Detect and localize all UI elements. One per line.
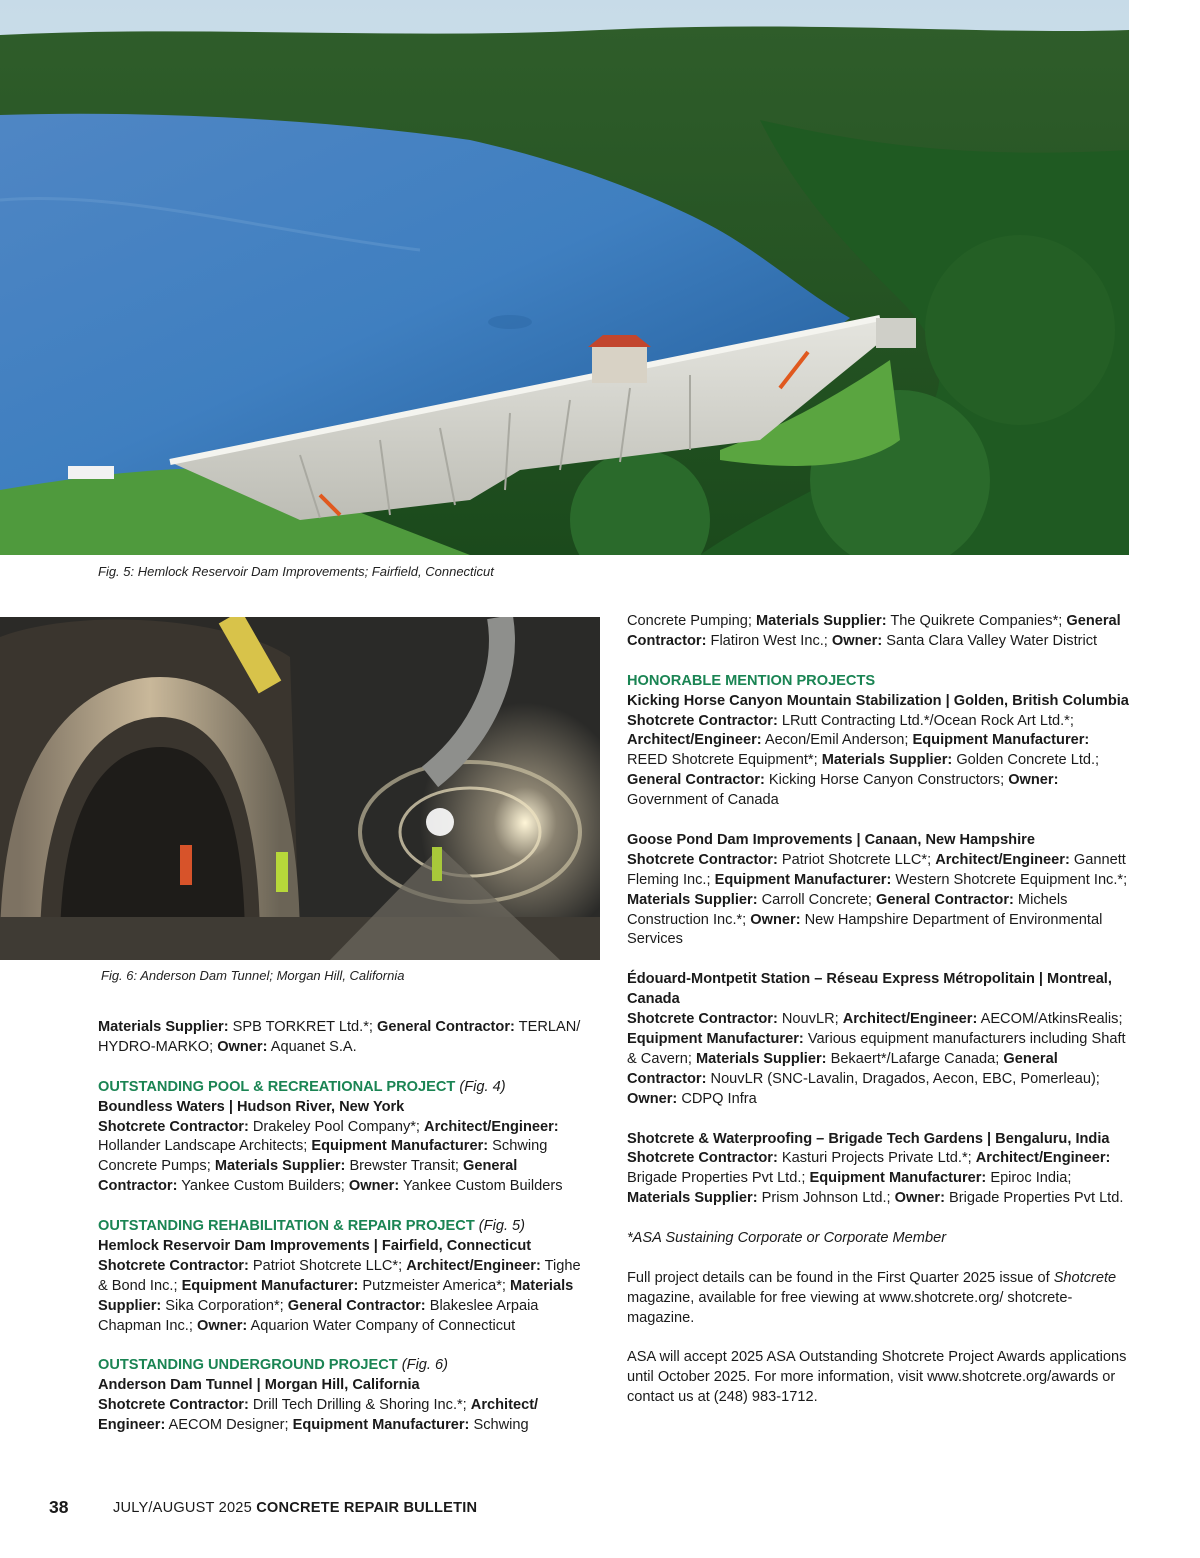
brigade-project [627, 1130, 1133, 1210]
project-credits: Shotcrete Contractor: Kasturi Projects Private Ltd.*; Architect/Engineer: Brigade Properties Pvt Ltd.; Equipment Manufacturer: Epiroc India; Materials Supplier: Prism Johnson Ltd.; Owner: Brigade Properties Pvt Ltd. [627, 1150, 1124, 1207]
page-number: 38 [49, 1497, 69, 1517]
project-credits: Shotcrete Contractor: Drakeley Pool Company*; Architect/Engineer: Hollander Landscape Architects; Equipment Manufacturer: Schwing Concrete Pumps; Materials Supplier: Brewster Transit; General Contractor: Yankee Custom Builders; Owner: Yankee Custom Builders [98, 1118, 563, 1195]
project-credits: Shotcrete Contractor: Patriot Shotcrete LLC*; Architect/Engineer: Tighe & Bond Inc.; Equipment Manufacturer: Putzmeister America*; Materials Supplier: Sika Corporation*; General Contractor: Blakeslee Arpaia Chapman Inc.; Owner: Aquarion Water Company of Connecticut [98, 1257, 581, 1334]
project-title: Hemlock Reservoir Dam Improvements | Fairfield, Connecticut [98, 1237, 532, 1254]
member-footnote: *ASA Sustaining Corporate or Corporate Member [627, 1230, 947, 1247]
details-paragraph: Full project details can be found in the First Quarter 2025 issue of Shotcrete magazine, available for free viewing at www.shotcrete.org/ shotcrete-magazine. [627, 1269, 1117, 1326]
edouard-montpetit-project [627, 970, 1133, 1109]
fig6-caption: Fig. 6: Anderson Dam Tunnel; Morgan Hill, California [101, 968, 405, 983]
credit-value: TERLAN/ HYDRO-MARKO; [98, 1019, 581, 1055]
credit-label: Materials Supplier: [98, 1019, 229, 1035]
section-heading: OUTSTANDING UNDERGROUND PROJECT (Fig. 6) [98, 1357, 449, 1374]
pool-project [98, 1078, 590, 1197]
project-credits: Shotcrete Contractor: Drill Tech Drilling & Shoring Inc.*; Architect/ Engineer: AECOM Designer; Equipment Manufacturer: Schwing [98, 1397, 539, 1434]
project-credits: Shotcrete Contractor: NouvLR; Architect/Engineer: AECOM/AtkinsRealis; Equipment Manufacturer: Various equipment manufacturers including Shaft & Cavern; Materials Supplier: Bekaert*/Lafarge Canada; General Contractor: NouvLR (SNC-Lavalin, Dragados, Aecon, EBC, Pomerleau); Owner: CDPQ Infra [627, 1011, 1126, 1107]
rehab-project [98, 1217, 590, 1336]
section-heading: HONORABLE MENTION PROJECTS [627, 672, 876, 689]
continued-credits: Concrete Pumping; Materials Supplier: The Quikrete Companies*; General Contractor: Flatiron West Inc.; Owner: Santa Clara Valley Water District [627, 613, 1121, 649]
project-title: Anderson Dam Tunnel | Morgan Hill, California [98, 1377, 420, 1394]
credit-value: SPB TORKRET Ltd.*; [228, 1019, 378, 1035]
fig5-caption: Fig. 5: Hemlock Reservoir Dam Improvements; Fairfield, Connecticut [98, 564, 494, 579]
goose-pond-project [627, 831, 1133, 950]
project-credits: Shotcrete Contractor: LRutt Contracting Ltd.*/Ocean Rock Art Ltd.*; Architect/Engineer: Aecon/Emil Anderson; Equipment Manufacturer: REED Shotcrete Equipment*; Materials Supplier: Golden Concrete Ltd.; General Contractor: Kicking Horse Canyon Constructors; Owner: Government of Canada [627, 712, 1100, 809]
intro-credits [98, 1018, 590, 1058]
credit-label: Owner: [217, 1038, 268, 1055]
awards-paragraph: ASA will accept 2025 ASA Outstanding Shotcrete Project Awards applications until October 2025. For more information, visit www.shotcrete.org/awards or contact us at (248) 983-1712. [627, 1349, 1127, 1406]
underground-project [98, 1356, 590, 1436]
project-title: Boundless Waters | Hudson River, New York [98, 1098, 405, 1115]
project-title: Édouard-Montpetit Station – Réseau Express Métropolitain | Montreal, Canada [627, 971, 1112, 1008]
project-title: Kicking Horse Canyon Mountain Stabilization | Golden, British Columbia [627, 692, 1129, 709]
footer-issue: JULY/AUGUST 2025 CONCRETE REPAIR BULLETIN [113, 1500, 478, 1516]
credit-label: General Contractor: [377, 1019, 515, 1035]
right-column [627, 612, 1133, 1408]
fig6-photo [0, 617, 600, 960]
project-title: Goose Pond Dam Improvements | Canaan, New Hampshire [627, 831, 1035, 848]
kicking-horse-project [627, 672, 1133, 811]
section-heading: OUTSTANDING POOL & RECREATIONAL PROJECT (Fig. 4) [98, 1078, 506, 1095]
left-column [98, 1018, 590, 1436]
project-credits: Shotcrete Contractor: Patriot Shotcrete LLC*; Architect/Engineer: Gannett Fleming Inc.; Equipment Manufacturer: Western Shotcrete Equipment Inc.*; Materials Supplier: Carroll Concrete; General Contractor: Michels Construction Inc.*; Owner: New Hampshire Department of Environmental Services [627, 851, 1128, 948]
fig5-photo [0, 0, 1129, 555]
project-title: Shotcrete & Waterproofing – Brigade Tech Gardens | Bengaluru, India [627, 1130, 1110, 1147]
credit-value: Aquanet S.A. [267, 1038, 357, 1055]
section-heading: OUTSTANDING REHABILITATION & REPAIR PROJECT (Fig. 5) [98, 1218, 526, 1235]
